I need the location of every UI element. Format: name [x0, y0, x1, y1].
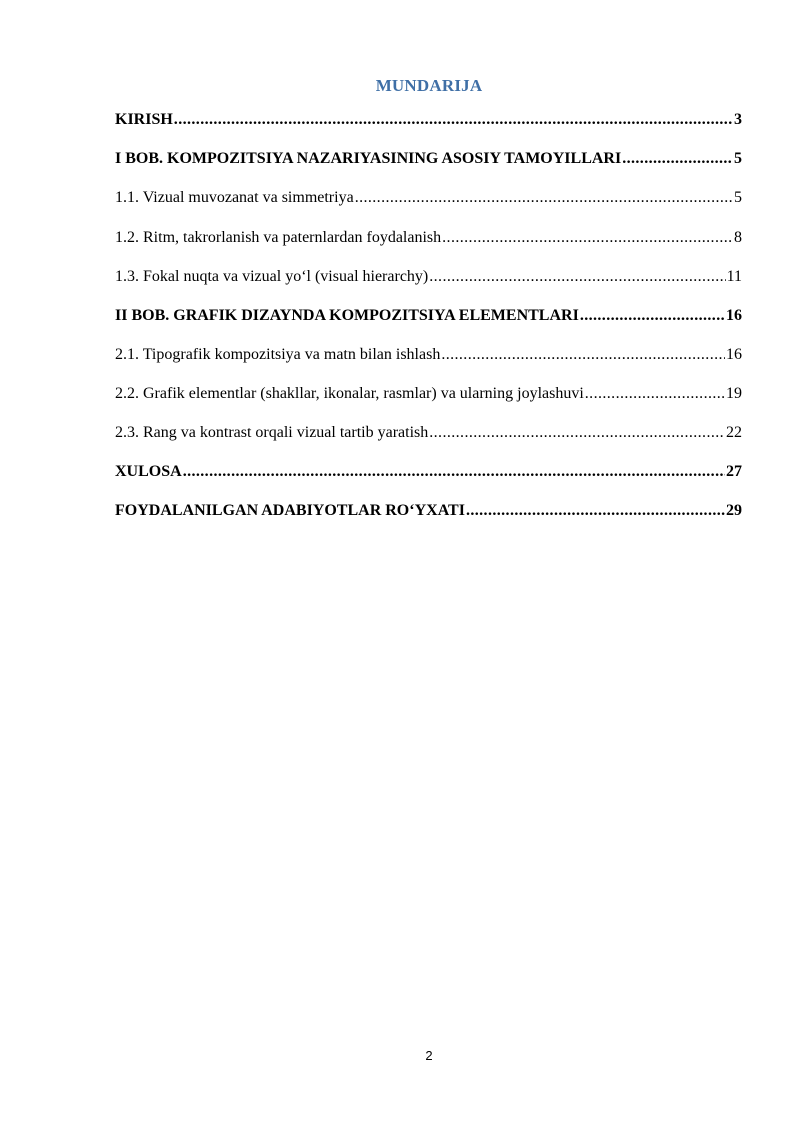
toc-entry-bibliography[interactable] — [115, 501, 742, 521]
toc-entry-page: 3 — [734, 111, 742, 128]
toc-entry-label: 2.3. Rang va kontrast orqali vizual tartib yaratish — [115, 424, 429, 441]
toc-entry-label: II BOB. GRAFIK DIZAYNDA KOMPOZITSIYA ELEMENTLARI — [115, 307, 579, 324]
toc-entry-1-1[interactable] — [115, 188, 742, 208]
toc-entry-kirish[interactable] — [115, 110, 742, 130]
toc-entry-page: 8 — [734, 229, 742, 246]
toc-leader-dots — [466, 501, 725, 521]
toc-entry-label: 1.3. Fokal nuqta va vizual yo‘l (visual hierarchy) — [115, 268, 429, 285]
toc-entry-label: XULOSA — [115, 463, 182, 480]
toc-leader-dots — [174, 110, 733, 130]
toc-leader-dots — [580, 306, 725, 326]
toc-entry-page: 29 — [726, 502, 742, 519]
toc-entry-chapter-1[interactable] — [115, 149, 742, 169]
toc-leader-dots — [429, 423, 725, 443]
toc-entry-label: FOYDALANILGAN ADABIYOTLAR RO‘YXATI — [115, 502, 465, 519]
toc-entry-page: 19 — [726, 385, 742, 402]
toc-entry-page: 16 — [726, 307, 742, 324]
toc-entry-page: 11 — [726, 268, 742, 285]
toc-entry-page: 5 — [734, 150, 742, 167]
toc-entry-label: 2.2. Grafik elementlar (shakllar, ikonalar, rasmlar) va ularning joylashuvi — [115, 385, 584, 402]
toc-entry-label: 2.1. Tipografik kompozitsiya va matn bilan ishlash — [115, 346, 441, 363]
toc-leader-dots — [429, 267, 725, 287]
toc-leader-dots — [622, 149, 733, 169]
toc-entry-label: I BOB. KOMPOZITSIYA NAZARIYASINING ASOSIY TAMOYILLARI — [115, 150, 622, 167]
toc-entry-1-3[interactable] — [115, 267, 742, 287]
page-number: 2 — [425, 1048, 433, 1063]
toc-entry-label: 1.1. Vizual muvozanat va simmetriya — [115, 189, 354, 206]
toc-leader-dots — [183, 462, 725, 482]
toc-entry-page: 27 — [726, 463, 742, 480]
toc-title: MUNDARIJA — [375, 76, 483, 95]
toc-leader-dots — [442, 228, 733, 248]
toc-entry-2-1[interactable] — [115, 345, 742, 365]
toc-entry-page: 22 — [726, 424, 742, 441]
toc-entry-2-3[interactable] — [115, 423, 742, 443]
toc-entry-page: 16 — [726, 346, 742, 363]
toc-entry-2-2[interactable] — [115, 384, 742, 404]
toc-entry-page: 5 — [734, 189, 742, 206]
toc-entry-label: KIRISH — [115, 111, 173, 128]
toc-leader-dots — [355, 188, 733, 208]
toc-entry-label: 1.2. Ritm, takrorlanish va paternlardan foydalanish — [115, 229, 442, 246]
toc-entry-chapter-2[interactable] — [115, 306, 742, 326]
toc-leader-dots — [585, 384, 725, 404]
toc-entry-1-2[interactable] — [115, 228, 742, 248]
toc-entry-xulosa[interactable] — [115, 462, 742, 482]
toc-leader-dots — [441, 345, 725, 365]
